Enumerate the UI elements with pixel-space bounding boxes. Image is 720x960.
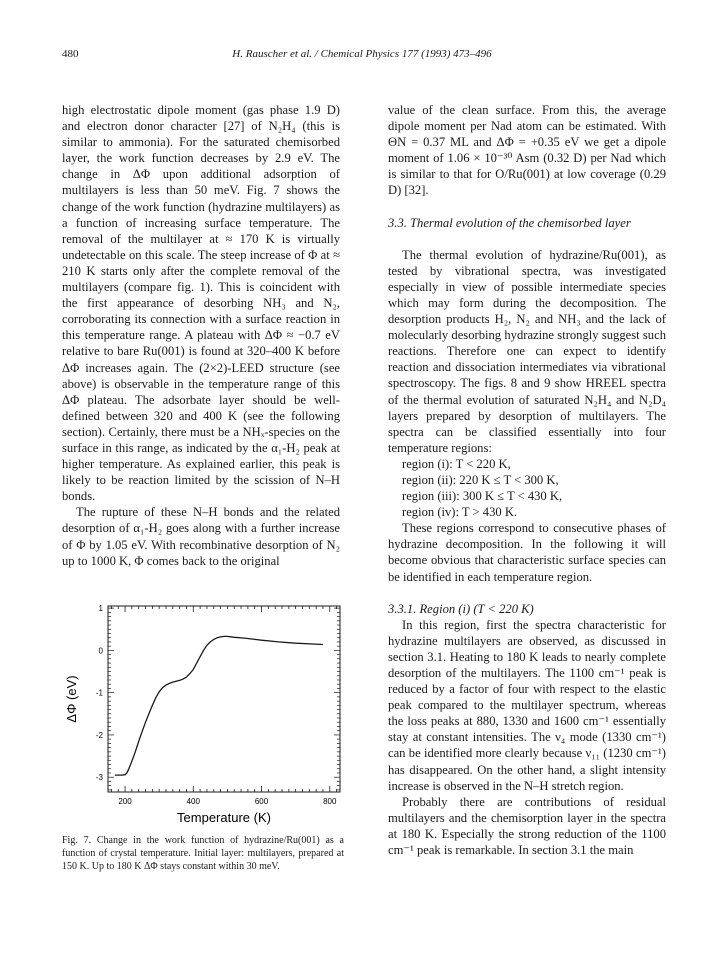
y-tick-label: 1 bbox=[98, 604, 103, 614]
body-paragraph: value of the clean surface. From this, the average dipole moment per Nad atom can be estimated. With ΘN = 0.37 ML and ΔΦ = +0.35 eV we get a dipole moment of 1.06 × 10⁻³⁰ Asm (0.32 D) per Nad which is similar to that for O/Ru(001) at low coverage (0.29 D) [32]. bbox=[388, 103, 666, 198]
left-column bbox=[62, 102, 340, 569]
work-function-curve bbox=[115, 636, 323, 775]
page-header bbox=[62, 48, 662, 64]
body-paragraph: The thermal evolution of hydrazine/Ru(001), as tested by vibrational spectra, was investigated especially in view of possible intermediate species which may form during the decomposition. The desorption products H₂, N₂ and NH₃ and the lack of molecularly desorbing hydrazine strongly suggest such reactions. Therefore one can expect to identify reaction and dissociation intermediates via vibrational spectroscopy. The figs. 8 and 9 show HREEL spectra of the thermal evolution of saturated N₂H₄ and N₂D₄ layers prepared by desorption of multilayers. The spectra can be classified essentially into four temperature regions: bbox=[388, 247, 666, 455]
y-tick-label: 0 bbox=[98, 646, 103, 656]
region-item: region (iii): 300 K ≤ T < 430 K, bbox=[402, 489, 563, 504]
body-paragraph: In this region, first the spectra characteristic for hydrazine multilayers are observed, as discussed in section 3.1. Heating to 180 K leads to nearly complete desorption of the multilayers. The 1100 cm⁻¹ peak is reduced by a factor of four with respect to the elastic peak compared to the multilayer spectrum, whereas the loss peaks at 880, 1330 and 1600 cm⁻¹ essentially stay at constant intensities. The ν₄ mode (1330 cm⁻¹) can be identified more clearly because ν₁₁ (1230 cm⁻¹) has disappeared. On the other hand, a slight intensity increase is observed in the N–H stretch region. bbox=[388, 617, 666, 793]
x-tick-label: 600 bbox=[254, 797, 269, 806]
region-item: region (ii): 220 K ≤ T < 300 K, bbox=[402, 472, 559, 487]
region-list bbox=[402, 456, 666, 520]
x-tick-label: 400 bbox=[186, 797, 200, 806]
y-tick-label: -3 bbox=[95, 773, 103, 783]
y-tick-label: -2 bbox=[95, 730, 103, 740]
x-tick-label: 200 bbox=[118, 797, 132, 806]
chart-axes bbox=[108, 606, 340, 792]
chart-ticks bbox=[108, 606, 340, 792]
x-axis-label: Temperature (K) bbox=[177, 810, 271, 825]
figure-7 bbox=[62, 592, 352, 873]
y-tick-label: -1 bbox=[95, 688, 103, 698]
subsection-heading: 3.3.1. Region (i) (T < 220 K) bbox=[388, 601, 534, 616]
caption-text: Change in the work function of hydrazine/Ru(001) as a function of crystal temperature. Initial layer: multilayers, prepared at 150 K. Up to 180 K ΔΦ stays constant within 30 meV. bbox=[62, 835, 344, 872]
plot-frame bbox=[108, 606, 340, 792]
right-column bbox=[388, 102, 666, 858]
section-heading: 3.3. Thermal evolution of the chemisorbed layer bbox=[388, 215, 631, 230]
caption-label: Fig. 7. bbox=[62, 835, 92, 846]
chart-tick-labels bbox=[96, 604, 337, 806]
region-item: region (i): T < 220 K, bbox=[402, 456, 511, 471]
figure-caption bbox=[62, 834, 344, 873]
y-axis-label: ΔΦ (eV) bbox=[64, 675, 79, 723]
body-paragraph: high electrostatic dipole moment (gas phase 1.9 D) and electron donor character [27] of N₂H₄ (this is similar to ammonia). For the saturated chemisorbed layer, the work function decreases by 2.9 eV. The change in ΔΦ upon additional adsorption of multilayers is less than 50 meV. Fig. 7 shows the change of the work function (hydrazine multilayers) as a function of increasing surface temperature. The removal of the multilayer at ≈ 170 K is virtually undetectable on this scale. The steep increase of Φ at ≈ 210 K starts only after the complete removal of the multilayers (compare fig. 1). This is coincident with the first appearance of desorbing NH₃ and N₂, corroborating its connection with a surface reaction in this temperature range. A plateau with ΔΦ ≈ −0.7 eV relative to bare Ru(001) is found at 320–400 K before ΔΦ increases again. The (2×2)-LEED structure (see above) is observable in the temperature range of this ΔΦ plateau. The adsorbate layer should be well-defined between 320 and 400 K (see the following section). Certainly, there must be a NHₓ-species on the surface in this range, as indicated by the α₁-H₂ peak at higher temperature. As explained earlier, this peak is likely to be reaction limited by the scission of N–H bonds. bbox=[62, 103, 340, 504]
x-tick-label: 800 bbox=[323, 797, 337, 806]
body-paragraph: These regions correspond to consecutive phases of hydrazine decomposition. In the following it will become obvious that characteristic surface species can be identified in each temperature region. bbox=[388, 521, 666, 584]
region-item: region (iv): T > 430 K. bbox=[402, 505, 518, 520]
page-number: 480 bbox=[62, 48, 79, 60]
body-paragraph: The rupture of these N–H bonds and the related desorption of α₁-H₂ goes along with a further increase of Φ by 1.05 eV. With recombinative desorption of N₂ up to 1000 K, Φ comes back to the original bbox=[62, 505, 340, 568]
work-function-chart bbox=[62, 592, 352, 828]
body-paragraph: Probably there are contributions of residual multilayers and the chemisorption layer in the spectra at 180 K. Especially the strong reduction of the 1100 cm⁻¹ peak is remarkable. In section 3.1 the main bbox=[388, 794, 666, 858]
running-head: H. Rauscher et al. / Chemical Physics 177 (1993) 473–496 bbox=[232, 48, 492, 60]
